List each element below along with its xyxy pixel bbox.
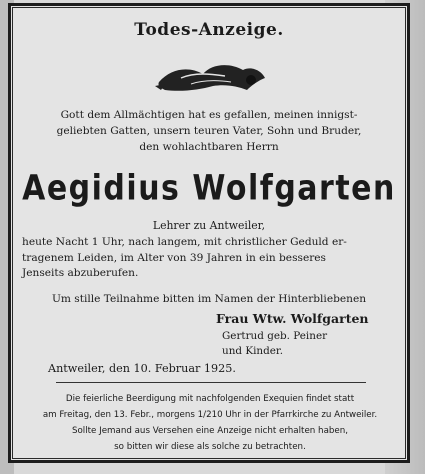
place-date-line: Antweiler, den 10. Februar 1925. — [48, 362, 236, 375]
funeral-line: am Freitag, den 13. Febr., morgens 1/210 Uhr in der Pfarrkirche zu Antweiler. — [42, 410, 378, 420]
divider-rule — [56, 382, 366, 383]
notice-title: Todes-Anzeige. — [134, 20, 284, 40]
funeral-line: Die feierliche Beerdigung mit nachfolgenden Exequien findet statt — [65, 394, 355, 404]
body-line: tragenem Leiden, im Alter von 39 Jahren in ein besseres — [22, 251, 326, 264]
death-notice — [16, 10, 402, 458]
signatory-children: und Kinder. — [222, 345, 284, 357]
intro-line: Gott dem Allmächtigen hat es gefallen, meinen innigst- — [60, 109, 358, 121]
funeral-line: so bitten wir diese als solche zu betrachten. — [114, 442, 306, 452]
body-line: Jenseits abzuberufen. — [22, 267, 139, 279]
sympathy-plea: Um stille Teilnahme bitten im Namen der Hinterbliebenen — [51, 293, 367, 305]
intro-text — [26, 107, 392, 155]
deceased-name: Aegidius Wolfgarten — [22, 168, 396, 209]
funeral-line: Sollte Jemand aus Versehen eine Anzeige nicht erhalten haben, — [71, 426, 349, 436]
signatory-maiden-name: Gertrud geb. Peiner — [222, 330, 328, 342]
intro-line: den wohlachtbaren Herrn — [139, 141, 279, 153]
body-line: heute Nacht 1 Uhr, nach langem, mit christlicher Geduld er- — [22, 236, 347, 248]
notice-body — [22, 235, 396, 282]
intro-line: geliebten Gatten, unsern teuren Vater, Sohn und Bruder, — [56, 125, 362, 137]
deceased-profession: Lehrer zu Antweiler, — [152, 219, 266, 232]
funeral-details — [22, 391, 398, 455]
mourning-wreath-emblem-icon — [151, 56, 271, 98]
signatory-name: Frau Wtw. Wolfgarten — [216, 311, 369, 326]
